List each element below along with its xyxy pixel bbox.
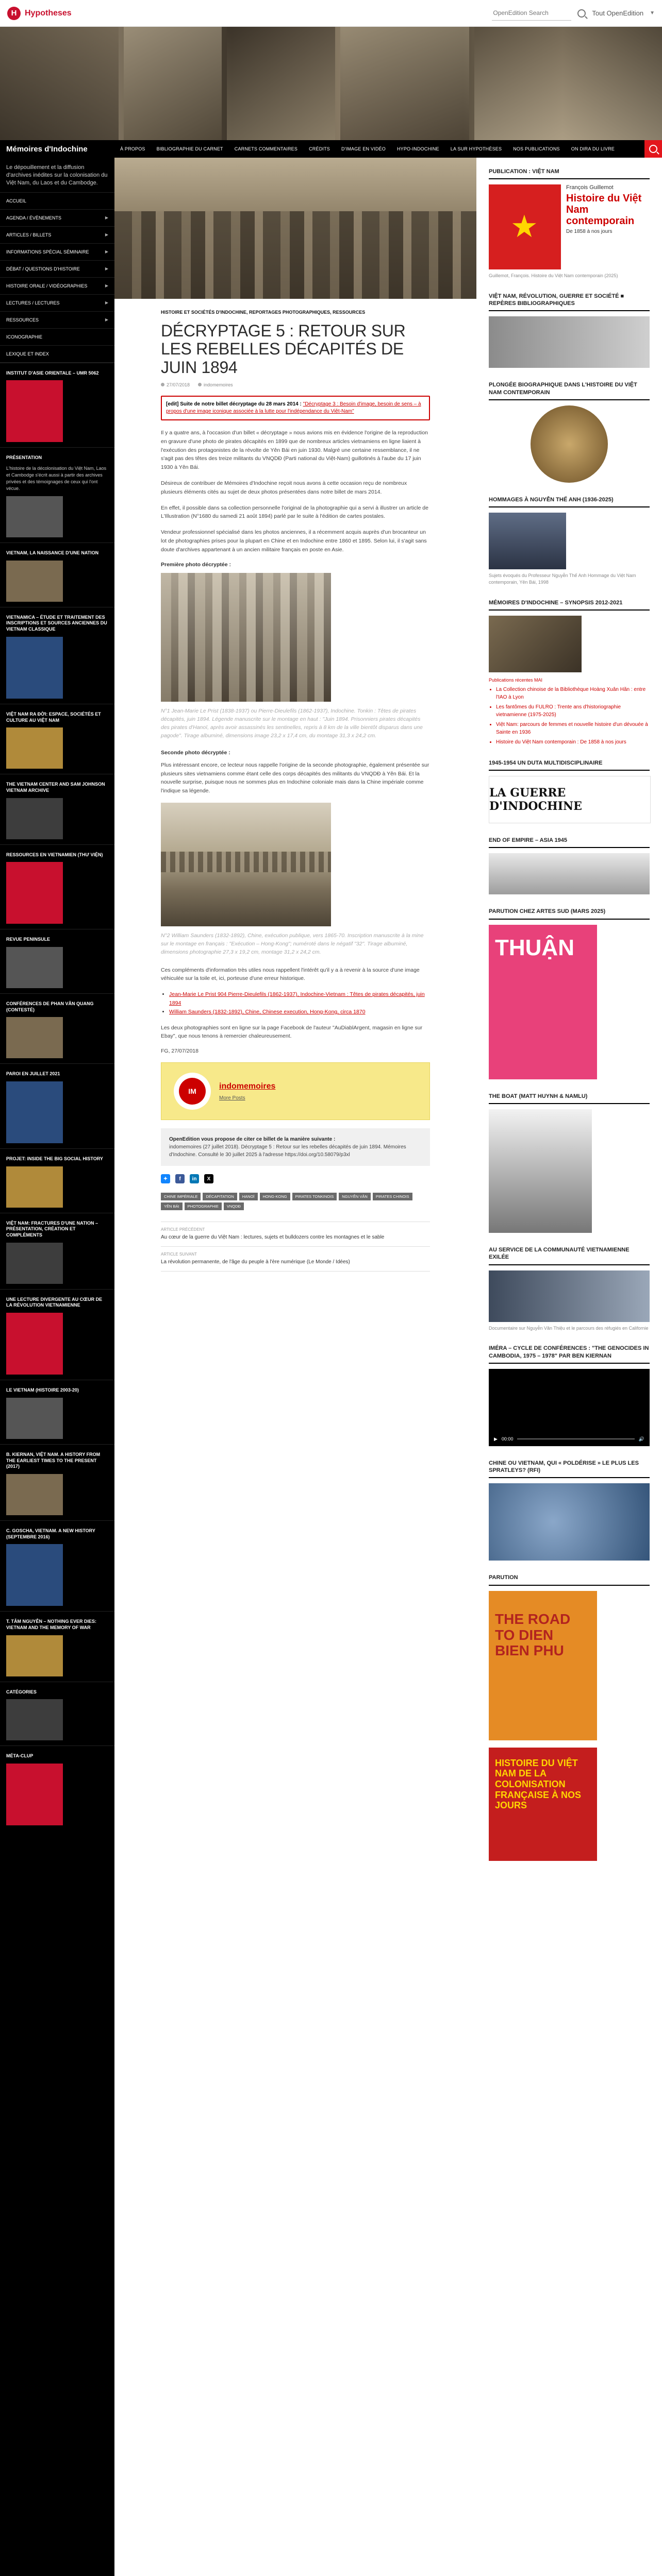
widget-title: THE BOAT (MATT HUYNH & NAMLU) bbox=[489, 1093, 650, 1104]
author-name-link[interactable]: indomemoires bbox=[219, 1081, 276, 1091]
body-paragraph: Vendeur professionnel spécialisé dans les photos anciennes, il a récemment acquis auprès d'un brocanteur un lot de photographies prises pour la plupart en Chine et en Indochine entre 1860 et 1895. Selon lui, il s'agit sans doute d'archives appartenant à un ancien militaire français en poste en Asie. bbox=[161, 529, 427, 553]
sidebar-widget-image[interactable] bbox=[6, 798, 63, 839]
thuan-book-cover[interactable]: THUẬN bbox=[489, 925, 597, 1079]
citation-text: indomemoires (27 juillet 2018). Décryptage 5 : Retour sur les rebelles décapités de juin 1894. Mémoires d'Indochine. Consulté le 30 juillet 2025 à l'adresse https://doi.org/10.58079/p3xl bbox=[169, 1144, 406, 1158]
book-caption: Guillemot, François. Histoire du Việt Nam contemporain (2025) bbox=[489, 273, 618, 279]
sidebar-widget-image[interactable] bbox=[6, 947, 63, 988]
video-time: 00:00 bbox=[501, 1436, 514, 1442]
sidebar-widget-image[interactable] bbox=[6, 637, 63, 699]
publications-label: Publications récentes MAI bbox=[489, 677, 543, 683]
sidebar-widget-image[interactable] bbox=[6, 1081, 63, 1143]
chevron-right-icon[interactable]: ▶ bbox=[105, 249, 108, 255]
sidebar-menu-item[interactable] bbox=[0, 346, 114, 363]
left-sidebar bbox=[0, 158, 114, 2576]
video-progress[interactable] bbox=[517, 1438, 634, 1439]
post-categories[interactable]: HISTOIRE ET SOCIÉTÉS D'INDOCHINE, REPORTAGES PHOTOGRAPHIQUES, RESSOURCES bbox=[161, 310, 366, 315]
tag-chip[interactable]: HANOÏ bbox=[239, 1193, 258, 1200]
sidebar-widget-text: L'histoire de la décolonisation du Việt Nam, Laos et Cambodge s'écrit aussi à partir des archives privées et des témoignages de ceux qui l'ont vécue. bbox=[6, 465, 107, 492]
sidebar-widget bbox=[0, 543, 114, 607]
chevron-down-icon[interactable]: ▼ bbox=[650, 10, 655, 16]
sidebar-widget-title: REVUE PENINSULE bbox=[6, 937, 51, 942]
nav-item[interactable]: À PROPOS bbox=[120, 146, 145, 151]
sidebar-widget-title: B. KIERNAN, VIỆT NAM. A HISTORY FROM THE EARLIEST TIMES TO THE PRESENT (2017) bbox=[6, 1451, 101, 1469]
sidebar-widget-image[interactable] bbox=[6, 1544, 63, 1606]
tag-chip[interactable]: CHINE IMPÉRIALE bbox=[161, 1193, 201, 1200]
right-sidebar bbox=[476, 158, 662, 1874]
widget-title: AU SERVICE DE LA COMMUNAUTÉ VIETNAMIENNE EXILÉE bbox=[489, 1246, 650, 1265]
photo2-caption: N°2 William Saunders (1832-1892), Chine, exécution publique, vers 1865-70. Inscription manuscrite à la mine sur le montage en français : "Exécution – Hong-Kong"; numéroté dans le négatif "32". Tirage albuminé, dimensions photographie 27,3 x 19,2 cm, montage 31,2 x 24,2 cm. bbox=[161, 932, 424, 956]
nav-item[interactable]: CRÉDITS bbox=[309, 146, 330, 151]
tag-chip[interactable]: YÊN BÁI bbox=[161, 1202, 183, 1210]
share-buttons bbox=[161, 1174, 430, 1183]
sidebar-menu-item[interactable] bbox=[0, 278, 114, 295]
nav-item[interactable]: NOS PUBLICATIONS bbox=[513, 146, 560, 151]
sidebar-menu-label: INFORMATIONS SPÉCIAL SÉMINAIRE bbox=[6, 249, 89, 255]
synopsis-image[interactable] bbox=[489, 616, 582, 672]
sidebar-widget bbox=[0, 447, 114, 543]
sidebar-menu-item[interactable] bbox=[0, 329, 114, 346]
nav-item[interactable]: ON DIRA DU LIVRE bbox=[571, 146, 615, 151]
bluesky-icon[interactable]: ✦ bbox=[161, 1174, 170, 1183]
histoire-vietnam-cover[interactable]: HISTOIRE DU VIỆT NAM DE LA COLONISATION FRANÇAISE À NOS JOURS bbox=[489, 1748, 597, 1861]
more-posts-link[interactable]: More Posts bbox=[219, 1095, 245, 1101]
play-icon[interactable]: ▶ bbox=[494, 1436, 498, 1442]
photo2-intro: Plus intéressant encore, ce lecteur nous rappelle l'origine de la seconde photographie, également présentée sur plusieurs sites vietnamiens comme étant celle des corps décapités des militants du VNQDĐ à Yên Bái. Et la nouvelle surprise, puisque nous ne sommes plus en Indochine coloniale mais dans la Chine impériale comme l'indique sa légende. bbox=[161, 761, 429, 794]
sidebar-widget bbox=[0, 1682, 114, 1746]
nav-item[interactable]: HYPO-INDOCHINE bbox=[396, 146, 439, 151]
book-subtitle: De 1858 à nos jours bbox=[566, 229, 613, 235]
sidebar-widget bbox=[0, 844, 114, 929]
widget-title: HOMMAGES À NGUYỄN THẾ ANH (1936-2025) bbox=[489, 496, 650, 507]
sidebar-menu-item[interactable] bbox=[0, 312, 114, 329]
bronze-drum-image[interactable] bbox=[531, 405, 608, 483]
previous-post[interactable]: ARTICLE PRÉCÉDENT Au cœur de la guerre du Việt Nam : lectures, sujets et bulldozers contre les montagnes et le sable bbox=[161, 1222, 430, 1247]
widget-title: PLONGÉE BIOGRAPHIQUE DANS L'HISTOIRE DU VIỆT NAM CONTEMPORAIN bbox=[489, 381, 650, 400]
outro-text: Les deux photographies sont en ligne sur la page Facebook de l'auteur "AuDiablArgent, magasin en ligne sur Ebay", que nous tenons à remercier chaleureusement. bbox=[161, 1024, 423, 1040]
sidebar-menu-label: HISTOIRE ORALE / VIDÉOGRAPHIES bbox=[6, 283, 88, 289]
tag-list bbox=[161, 1193, 430, 1210]
body-paragraph: Désireux de contribuer de Mémoires d'Indochine reçoit nous avons à cette occasion reçu de nombreux plusieurs éléments cités au sujet de deux photos présentées dans notre billet de mars 2014. bbox=[161, 480, 407, 495]
sidebar-menu-label: ICONOGRAPHIE bbox=[6, 334, 43, 340]
chevron-right-icon[interactable]: ▶ bbox=[105, 300, 108, 306]
widget-title: 1945-1954 UN DUTA MULTIDISCIPLINAIRE bbox=[489, 759, 650, 771]
sidebar-widget-image[interactable] bbox=[6, 1017, 63, 1058]
nav-item[interactable]: D'IMAGE EN VIDÉO bbox=[341, 146, 386, 151]
facebook-icon[interactable]: f bbox=[175, 1174, 185, 1183]
sidebar-widget-title: LE VIETNAM (HISTOIRE 2003-20) bbox=[6, 1387, 79, 1393]
volume-icon[interactable]: 🔊 bbox=[638, 1436, 644, 1442]
widget-title: CHINE OU VIETNAM, QUI « POLDÉRISE » LE PLUS LES SPRATLEYS? (RFI) bbox=[489, 1460, 650, 1479]
photo2-heading: Seconde photo décryptée : bbox=[161, 749, 230, 756]
sidebar-widget bbox=[0, 363, 114, 448]
author-box bbox=[161, 1062, 430, 1120]
sidebar-widget-title: VIỆT NAM: FRACTURES D'UNE NATION – PRÉSENTATION, CRÉATION ET COMPLÉMENTS bbox=[6, 1220, 98, 1238]
tag-chip[interactable]: HONG-KONG bbox=[260, 1193, 290, 1200]
nav-search-button[interactable] bbox=[644, 140, 662, 158]
the-boat-cover[interactable] bbox=[489, 1109, 592, 1233]
sidebar-menu-label: LECTURES / LECTURES bbox=[6, 300, 60, 306]
sidebar-widget-image[interactable] bbox=[6, 1243, 63, 1284]
book-title[interactable]: Histoire du Việt Nam contemporain bbox=[566, 193, 642, 227]
sidebar-widget-image[interactable] bbox=[6, 1166, 63, 1208]
sidebar-widget-image[interactable] bbox=[6, 862, 63, 924]
photo-decapitated-heads[interactable] bbox=[161, 573, 331, 702]
sidebar-widget-title: VIETNAMICA – ÉTUDE ET TRAITEMENT DES INSCRIPTIONS ET SOURCES ANCIENNES DU VIETNAM CLASSIQUE bbox=[6, 614, 107, 632]
dien-bien-phu-cover[interactable]: THE ROAD TO DIEN BIEN PHU bbox=[489, 1591, 597, 1740]
notice-intro: [edit] Suite de notre billet décryptage du 28 mars 2014 : bbox=[166, 401, 302, 408]
sidebar-widget-image[interactable] bbox=[6, 727, 63, 769]
hypotheses-logo-icon[interactable]: H bbox=[7, 7, 21, 20]
sidebar-widget bbox=[0, 993, 114, 1063]
sidebar-widget bbox=[0, 1520, 114, 1611]
book-author: François Guillemot bbox=[566, 184, 614, 191]
sidebar-widget-title: INSTITUT D'ASIE ORIENTALE – UMR 5062 bbox=[6, 370, 99, 376]
end-of-empire-image[interactable] bbox=[489, 853, 650, 894]
tag-chip[interactable]: NGUYỄN VĂN bbox=[339, 1193, 371, 1200]
publication-link[interactable]: • La Collection chinoise de la Bibliothèque Hoàng Xuân Hãn : entre l'IAO à Lyon bbox=[496, 686, 650, 701]
sidebar-widget bbox=[0, 1213, 114, 1289]
publication-link[interactable]: • Việt Nam: parcours de femmes et nouvelle histoire d'un dévouée à Sainte en 1936 bbox=[496, 721, 650, 736]
sidebar-widget-image[interactable] bbox=[6, 1764, 63, 1825]
sidebar-widget-image[interactable] bbox=[6, 1313, 63, 1375]
calendar-icon bbox=[161, 383, 164, 386]
nav-item[interactable]: BIBLIOGRAPHIE DU CARNET bbox=[156, 146, 223, 151]
main-content bbox=[114, 158, 476, 1287]
sidebar-menu-label: AGENDA / ÉVÈNEMENTS bbox=[6, 215, 62, 221]
sidebar-widget-title: CONFÉRENCES DE PHAN VĂN QUANG (CONTESTÉ) bbox=[6, 1001, 94, 1012]
sidebar-widget-title: VIETNAM, LA NAISSANCE D'UNE NATION bbox=[6, 550, 99, 556]
x-icon[interactable]: X bbox=[204, 1174, 213, 1183]
tag-chip[interactable]: PIRATES CHINOIS bbox=[373, 1193, 412, 1200]
openedition-search-input[interactable] bbox=[492, 6, 571, 21]
sidebar-menu-label: ARTICLES / BILLETS bbox=[6, 232, 52, 238]
body-paragraph: Il y a quatre ans, à l'occasion d'un billet « décryptage » nous avions mis en évidence l'origine de la reproduction en gravure d'une photo de pirates décapités en 1899 que de nombreux articles vietnamiens en ligne liaient à l'exécution des protagonistes de la révolte de Yên Bái en juin 1930. Malgré une certaine ressemblance, il ne s'agit pas des têtes des treize militants du VNQDĐ (Parti national du Việt-Nam) guillotinés à l'aube du 17 juin 1930 à Yên Bái. bbox=[161, 430, 428, 471]
after-captions-text: Ces compléments d'information très utiles nous rappellent l'intérêt qu'il y a à revenir à la source d'une image véhiculée sur la toile et, ici, porteuse d'une erreur historique. bbox=[161, 967, 420, 982]
photo1-caption: N°1 Jean-Marie Le Prist (1838-1937) ou Pierre-Dieulefils (1862-1937), Indochine. Tonkin : Têtes de pirates décapités, juin 1894. Légende manuscrite sur le montage en haut : "Juin 1894. Prisonniers pirates décapités des pirates d'Hanoï, après avoir assassinés les sentinelles, repris à 8 km de la ville bientôt disparus dans une pagode". Tirage albuminé, dimensions image 23,2 x 17,4 cm, du montage 31,3 x 24,2 cm. bbox=[161, 707, 423, 739]
search-icon bbox=[649, 145, 657, 153]
sidebar-widget-title: VIỆT NAM RA ĐỜI: ESPACE, SOCIÉTÉS ET CULTURE AU VIỆT NAM bbox=[6, 711, 101, 723]
sidebar-menu-item[interactable] bbox=[0, 244, 114, 261]
widget-title: END OF EMPIRE – ASIA 1945 bbox=[489, 837, 650, 848]
sidebar-menu-label: DÉBAT / QUESTIONS D'HISTOIRE bbox=[6, 266, 80, 272]
sidebar-widget-image[interactable] bbox=[6, 496, 63, 537]
citation-title: OpenEdition vous propose de citer ce billet de la manière suivante : bbox=[169, 1137, 336, 1143]
source-link[interactable]: Jean-Marie Le Prist 904 Pierre-Dieulefils (1862-1937), Indochine-Vietnam : Têtes de pirates décapités, juin 1894 bbox=[169, 991, 425, 1007]
portrait-image[interactable] bbox=[489, 513, 566, 569]
sidebar-widget bbox=[0, 1745, 114, 1831]
chevron-right-icon[interactable]: ▶ bbox=[105, 232, 108, 238]
sidebar-widget-image[interactable] bbox=[6, 1699, 63, 1740]
author-avatar[interactable]: IM bbox=[174, 1073, 211, 1110]
source-link[interactable]: William Saunders (1832-1892), Chine, Chinese execution, Hong-Kong, circa 1870 bbox=[169, 1008, 366, 1015]
search-icon[interactable] bbox=[577, 9, 586, 18]
sidebar-widget bbox=[0, 1444, 114, 1520]
book-cover-flag[interactable]: ★ bbox=[489, 184, 561, 269]
featured-image bbox=[114, 158, 476, 299]
chevron-right-icon[interactable]: ▶ bbox=[105, 266, 108, 272]
nav-item[interactable]: CARNETS COMMENTAIRES bbox=[234, 146, 298, 151]
sidebar-widget bbox=[0, 1148, 114, 1213]
chevron-right-icon[interactable]: ▶ bbox=[105, 317, 108, 323]
tag-chip[interactable]: DÉCAPITATION bbox=[203, 1193, 237, 1200]
sidebar-widget-title: T. TÂM NGUYỄN – NOTHING EVER DIES: VIETNAM AND THE MEMORY OF WAR bbox=[6, 1619, 97, 1630]
sidebar-menu-label: LEXIQUE ET INDEX bbox=[6, 351, 49, 357]
linkedin-icon[interactable]: in bbox=[190, 1174, 199, 1183]
sidebar-menu-item[interactable] bbox=[0, 193, 114, 210]
sidebar-menu-item[interactable] bbox=[0, 227, 114, 244]
sidebar-widget bbox=[0, 774, 114, 844]
sidebar-widget-title: UNE LECTURE DIVERGENTE AU CŒUR DE LA RÉVOLUTION VIETNAMIENNE bbox=[6, 1296, 103, 1308]
photo1-heading: Première photo décryptée : bbox=[161, 561, 231, 568]
header-banner-image bbox=[0, 27, 662, 140]
sidebar-widget-image[interactable] bbox=[6, 380, 63, 442]
publication-link[interactable]: • Les fantômes du FULRO : Trente ans d'historiographie vietnamienne (1975-2025) bbox=[496, 703, 650, 719]
sidebar-widget-title: PAROI EN JUILLET 2021 bbox=[6, 1071, 60, 1077]
video-player[interactable] bbox=[489, 1369, 650, 1446]
sidebar-widget bbox=[0, 1380, 114, 1444]
tag-chip[interactable]: PIRATES TONKINOIS bbox=[292, 1193, 337, 1200]
brand-name[interactable]: Hypotheses bbox=[25, 8, 72, 18]
sidebar-widget-title: PROJET: INSIDE THE BIG SOCIAL HISTORY bbox=[6, 1156, 103, 1162]
sidebar-widget bbox=[0, 704, 114, 774]
post-navigation bbox=[161, 1222, 430, 1272]
tag-chip[interactable]: VNQDĐ bbox=[224, 1202, 244, 1210]
sidebar-widget-title: CATÉGORIES bbox=[6, 1689, 37, 1694]
exile-caption: Documentaire sur Nguyễn Văn Thiệu et le parcours des réfugiés en Californie bbox=[489, 1325, 649, 1331]
sidebar-widget bbox=[0, 1611, 114, 1681]
sidebar-widget bbox=[0, 1063, 114, 1148]
post-title: DÉCRYPTAGE 5 : RETOUR SUR LES REBELLES DÉCAPITÉS DE JUIN 1894 bbox=[161, 321, 406, 377]
post-date[interactable]: 27/07/2018 bbox=[161, 382, 190, 387]
openedition-menu-label[interactable]: Tout OpenEdition bbox=[592, 9, 644, 17]
sidebar-menu-item[interactable] bbox=[0, 261, 114, 278]
site-description: Le dépouillement et la diffusion d'archives inédites sur la colonisation du Việt Nam, du Laos et du Cambodge. bbox=[0, 158, 114, 193]
edit-notice bbox=[161, 396, 430, 420]
post-author[interactable]: indomemoires bbox=[198, 382, 233, 387]
body-paragraph: En effet, il possible dans sa collection personnelle l'original de la photographie qui a servi à illustrer un article de L'Illustration (N°1680 du samedi 21 août 1894) parlé par le suite à l'édition de cartes postales. bbox=[161, 504, 428, 520]
sidebar-menu-item[interactable] bbox=[0, 210, 114, 227]
notice-link[interactable]: "Décryptage 3 : Besoin d'image, besoin de sens – à propos d'une image iconique associée à la lutte pour l'indépendance du Việt-Nam" bbox=[166, 401, 421, 415]
exile-community-image[interactable] bbox=[489, 1270, 650, 1322]
chevron-right-icon[interactable]: ▶ bbox=[105, 215, 108, 221]
widget-title: PARUTION bbox=[489, 1574, 650, 1585]
sidebar-menu-item[interactable] bbox=[0, 295, 114, 312]
main-navigation bbox=[0, 140, 662, 158]
sidebar-menu-label: ACCUEIL bbox=[6, 198, 27, 204]
signature: FG, 27/07/2018 bbox=[161, 1048, 198, 1055]
user-icon bbox=[198, 383, 202, 386]
next-post[interactable]: ARTICLE SUIVANT La révolution permanente, de l'âge du peuple à l'ère numérique (Le Monde / Idées) bbox=[161, 1247, 430, 1272]
sidebar-widget bbox=[0, 607, 114, 704]
widget-title: VIỆT NAM, RÉVOLUTION, GUERRE ET SOCIÉTÉ ■ REPÈRES BIBLIOGRAPHIQUES bbox=[489, 293, 650, 312]
tag-chip[interactable]: PHOTOGRAPHIE bbox=[185, 1202, 222, 1210]
sidebar-widget-image[interactable] bbox=[6, 1474, 63, 1515]
sidebar-widget-image[interactable] bbox=[6, 1635, 63, 1676]
sidebar-widget bbox=[0, 929, 114, 993]
sidebar-widget-title: C. GOSCHA, VIETNAM. A NEW HISTORY (SEPTEMBRE 2016) bbox=[6, 1528, 95, 1539]
bibliography-image[interactable] bbox=[489, 316, 650, 368]
sidebar-widget-image[interactable] bbox=[6, 561, 63, 602]
widget-title: PARUTION CHEZ ARTES SUD (MARS 2025) bbox=[489, 908, 650, 919]
spratly-map-image[interactable] bbox=[489, 1483, 650, 1561]
guerre-indochine-banner[interactable]: LA GUERRE D'INDOCHINE bbox=[489, 776, 651, 823]
sidebar-widget-title: RESSOURCES EN VIETNAMIEN (THƯ VIỆN) bbox=[6, 852, 103, 857]
citation-box bbox=[161, 1128, 430, 1166]
sidebar-widget-title: PRÉSENTATION bbox=[6, 455, 42, 461]
widget-title: IMÉRA – CYCLE DE CONFÉRENCES : "THE GENOCIDES IN CAMBODIA, 1975 – 1978" PAR BEN KIERNAN bbox=[489, 1345, 650, 1364]
sidebar-widget-image[interactable] bbox=[6, 1398, 63, 1439]
sidebar-widget bbox=[0, 1289, 114, 1380]
publication-link[interactable]: • Histoire du Việt Nam contemporain : De 1858 à nos jours bbox=[496, 738, 650, 746]
sidebar-menu-label: RESSOURCES bbox=[6, 317, 39, 323]
portrait-caption: Sujets évoqués du Professeur Nguyễn Thế Anh Hommage du Việt Nam contemporain, Yên Bái, 1998 bbox=[489, 573, 636, 585]
sidebar-widget-title: MÉTA-CLUP bbox=[6, 1753, 34, 1759]
widget-title: MÉMOIRES D'INDOCHINE – SYNOPSIS 2012-2021 bbox=[489, 599, 650, 611]
openedition-topbar bbox=[0, 0, 662, 27]
widget-title: PUBLICATION : VIỆT NAM bbox=[489, 168, 650, 179]
nav-item[interactable]: LA SUR HYPOTHÈSES bbox=[450, 146, 502, 151]
chevron-right-icon[interactable]: ▶ bbox=[105, 283, 108, 289]
site-title[interactable]: Mémoires d'Indochine bbox=[0, 140, 114, 158]
photo-execution-hongkong[interactable] bbox=[161, 803, 331, 926]
sidebar-widget-title: THE VIETNAM CENTER AND SAM JOHNSON VIETNAM ARCHIVE bbox=[6, 782, 105, 793]
